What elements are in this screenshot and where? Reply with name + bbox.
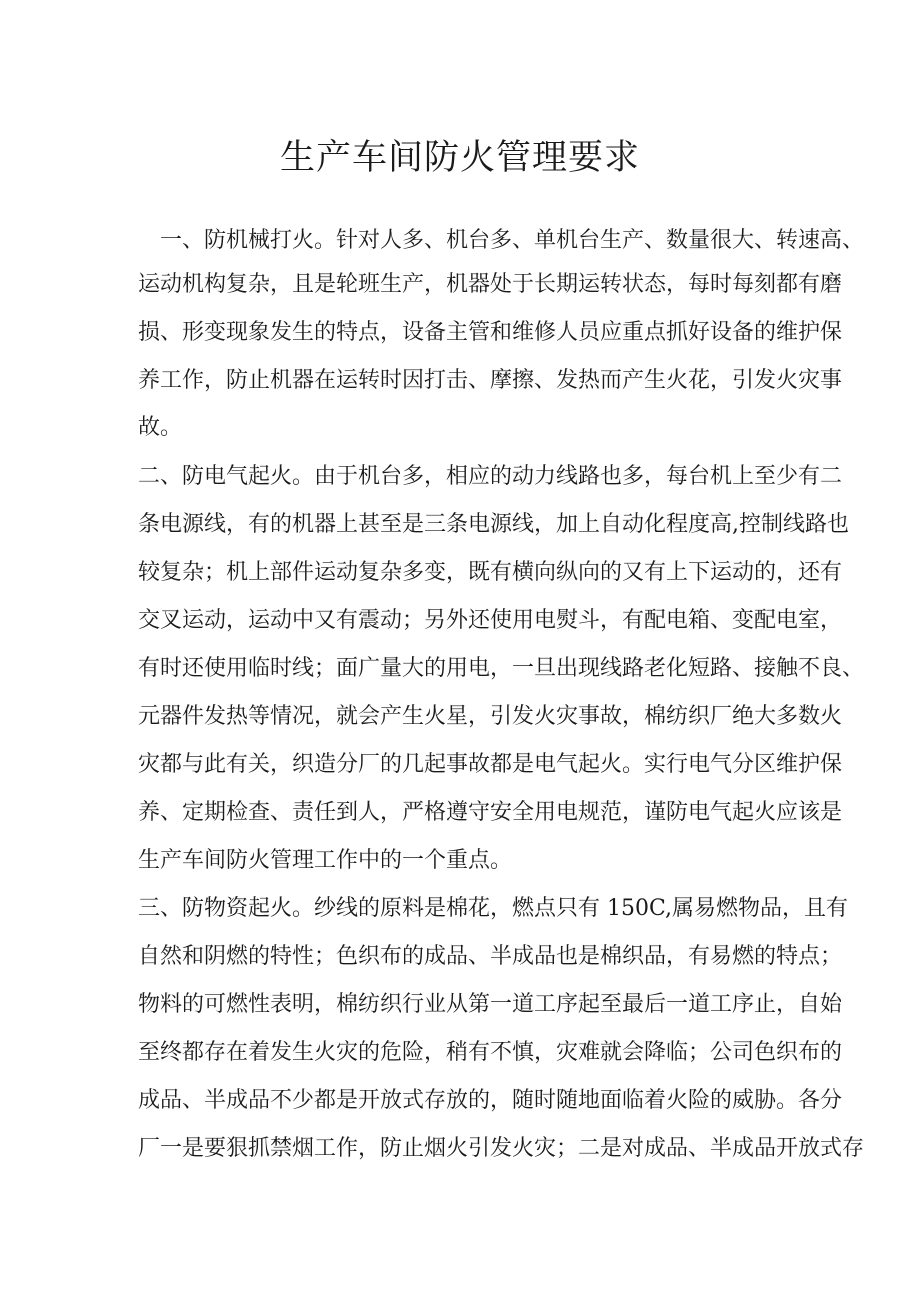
text-line: 成品、半成品不少都是开放式存放的，随时随地面临着火险的威胁。各分: [138, 1088, 843, 1113]
text-line: 至终都存在着发生火灾的危险，稍有不慎，灾难就会降临；公司色织布的: [138, 1040, 843, 1065]
text-line: 养工作，防止机器在运转时因打击、摩擦、发热而产生火花，引发火灾事: [138, 368, 843, 393]
text-line: 较复杂；机上部件运动复杂多变，既有横向纵向的又有上下运动的，还有: [138, 560, 843, 585]
text-line: 物料的可燃性表明，棉纺织行业从第一道工序起至最后一道工序止，自始: [138, 992, 843, 1017]
text-line: 损、形变现象发生的特点，设备主管和维修人员应重点抓好设备的维护保: [138, 320, 843, 345]
text-line: 交叉运动，运动中又有震动；另外还使用电熨斗，有配电箱、变配电室，: [138, 608, 843, 633]
text-line: 一、防机械打火。针对人多、机台多、单机台生产、数量很大、转速高、: [160, 228, 865, 253]
text-line: 运动机构复杂，且是轮班生产，机器处于长期运转状态，每时每刻都有磨: [138, 272, 843, 297]
document-title: 生产车间防火管理要求: [279, 138, 640, 178]
text-line: 养、定期检查、责任到人，严格遵守安全用电规范，谨防电气起火应该是: [138, 800, 843, 825]
text-line: 生产车间防火管理工作中的一个重点。: [138, 848, 513, 873]
text-line: 故。: [138, 415, 183, 440]
text-line: 元器件发热等情况，就会产生火星，引发火灾事故，棉纺织厂绝大多数火: [138, 704, 843, 729]
text-line: 有时还使用临时线；面广量大的用电，一旦出现线路老化短路、接触不良、: [138, 656, 865, 681]
text-line: 条电源线，有的机器上甚至是三条电源线，加上自动化程度高,控制线路也: [138, 512, 849, 537]
text-line: 三、防物资起火。纱线的原料是棉花，燃点只有 150C,属易燃物品，且有: [138, 896, 849, 921]
text-line: 厂一是要狠抓禁烟工作，防止烟火引发火灾；二是对成品、半成品开放式存: [138, 1136, 865, 1161]
text-line: 灾都与此有关，织造分厂的几起事故都是电气起火。实行电气分区维护保: [138, 752, 843, 777]
text-line: 二、防电气起火。由于机台多，相应的动力线路也多，每台机上至少有二: [138, 464, 843, 489]
text-line: 自然和阴燃的特性；色织布的成品、半成品也是棉织品，有易燃的特点；: [138, 944, 843, 969]
